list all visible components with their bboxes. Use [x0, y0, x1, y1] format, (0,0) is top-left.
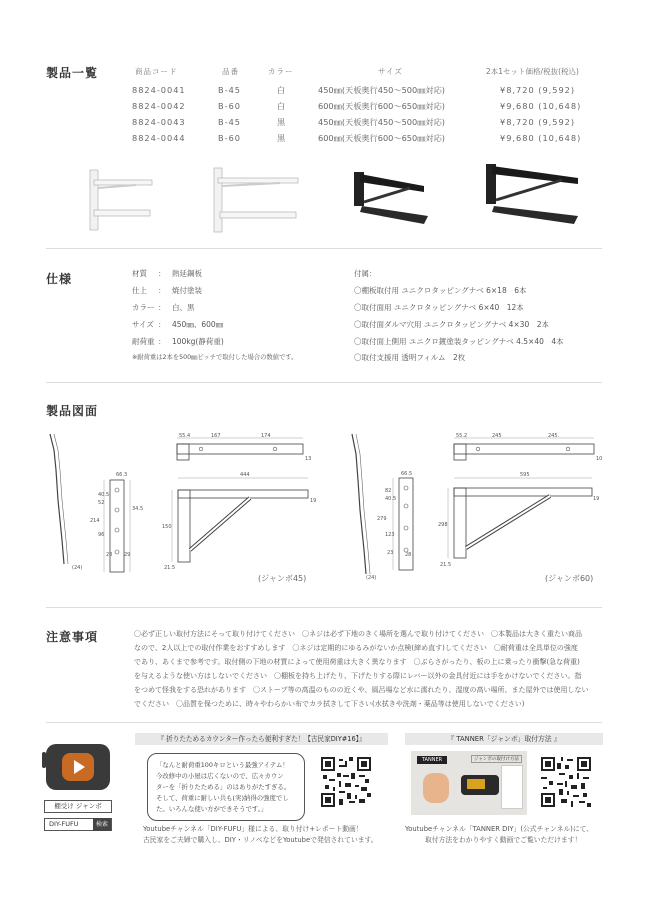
dim-label: 19 — [593, 496, 600, 502]
header-part: 品番 — [222, 67, 239, 76]
dim-label: 21.5 — [440, 562, 452, 568]
bubble-line: 今改修中の小屋は広くないので、広々カウン — [156, 772, 284, 780]
bubble-line: そして、荷重に耐しい共も(実)納得の強度でし — [156, 794, 289, 802]
row-size: 450㎜(天板奥行450〜500㎜対応) — [318, 85, 445, 95]
spec-colon: ： — [158, 320, 166, 329]
drawing-45-label: (ジャンボ45) — [258, 574, 307, 583]
dim-label: 595 — [520, 472, 530, 478]
row-code: 8824-0041 — [132, 85, 186, 95]
accessory-item: 〇棚板取付用 ユニクロタッピングナベ 6×18 6本 — [354, 286, 527, 295]
video-pin-icon — [42, 752, 46, 768]
dim-label: 298 — [438, 522, 448, 528]
accessory-item: 〇取付面ダルマ穴用 ユニクロタッピングナベ 4×30 2本 — [354, 320, 549, 329]
right-video-title: 『 TANNER「ジャンボ」取付方法 』 — [405, 733, 603, 745]
note-line: を与えるような使い方はしないでください 〇棚板を持ち上げたり、下げたりする際にレバー以外の金具付近には手をかけないでください。指 — [134, 672, 582, 680]
divider — [46, 248, 602, 249]
accessory-item: 〇取付面用 ユニクロタッピングナベ 6×40 12本 — [354, 303, 524, 312]
bubble-line: 「なんと耐荷重100キロという最強アイテム！ — [156, 761, 289, 769]
tanner-logo: TANNER — [421, 757, 443, 763]
row-color: 黒 — [277, 117, 287, 127]
search-channel-badge[interactable] — [44, 818, 112, 831]
spec-colon: ： — [158, 269, 166, 278]
spec-footnote: ※耐荷重は2本を500㎜ピッチで取付した場合の数値です。 — [132, 354, 298, 361]
left-video-panel — [135, 733, 388, 848]
left-video-title: 『 折りたためるカウンター作ったら便利すぎた！【古民家DIY#16】』 — [135, 733, 388, 745]
drawing-title: 製品図面 — [46, 404, 99, 418]
row-code: 8824-0042 — [132, 101, 186, 111]
row-code: 8824-0044 — [132, 133, 186, 143]
bracket-photo-black-60 — [482, 160, 582, 232]
tanner-subtitle: ジャンボの取付け方法 — [471, 755, 522, 763]
dim-label: (24) — [72, 565, 83, 571]
drawing-45-side — [46, 430, 83, 571]
product-list-title: 製品一覧 — [46, 66, 99, 80]
video-icon[interactable] — [46, 744, 110, 790]
dim-label: 123 — [385, 532, 395, 538]
dim-label: 52 — [98, 500, 105, 506]
dim-label: 174 — [261, 433, 271, 439]
drawing-45-bracket — [150, 470, 320, 570]
dim-label: 150 — [162, 524, 172, 530]
row-size: 600㎜(天板奥行600〜650㎜対応) — [318, 133, 445, 143]
tanner-logo-bar — [417, 756, 447, 764]
row-code: 8824-0043 — [132, 117, 186, 127]
accessory-item: 〇取付支援用 透明フィルム 2枚 — [354, 353, 466, 362]
row-price: ¥8,720 (9,592) — [500, 85, 576, 95]
dim-label: 245 — [492, 433, 502, 439]
drawing-60-label: (ジャンボ60) — [545, 574, 594, 583]
qr-code-right[interactable] — [541, 757, 591, 807]
bracket-photo-white-45 — [86, 166, 156, 236]
divider — [46, 722, 602, 723]
dim-label: 19 — [310, 498, 317, 504]
right-caption: 取付方法をわかりやすく動画でご覧いただけます！ — [425, 836, 582, 844]
qr-code-left[interactable] — [321, 757, 371, 807]
drawing-60-bracket — [430, 470, 602, 570]
header-size: サイズ — [378, 67, 403, 76]
note-line: 〇必ず正しい取付方法にそって取り付けてください 〇ネジは必ず下地のきく場所を選んで取り付けてください 〇本製品は大きく重たい商品 — [134, 630, 582, 638]
dim-label: 28 — [405, 552, 412, 558]
spec-value: 白、黒 — [172, 303, 195, 312]
row-price: ¥9,680 (10,648) — [500, 133, 582, 143]
dim-label: 29 — [124, 552, 131, 558]
divider — [46, 607, 602, 608]
spec-value: 450㎜、600㎜ — [172, 320, 224, 329]
row-color: 黒 — [277, 133, 287, 143]
play-triangle-icon — [74, 760, 85, 774]
dim-label: (24) — [366, 575, 377, 581]
row-price: ¥9,680 (10,648) — [500, 101, 582, 111]
notes-title: 注意事項 — [46, 630, 99, 644]
channel-name: DIY-FUFU — [49, 820, 79, 828]
dim-label: 66.3 — [116, 472, 128, 478]
left-caption: 古民家をご夫婦で購入し、DIY・リノベなどをYoutubeで発信されています。 — [143, 836, 378, 844]
spec-key: 仕上 — [132, 286, 147, 295]
spec-value: 100kg(静荷重) — [172, 337, 224, 346]
search-tag[interactable]: 検索 — [93, 818, 111, 831]
dim-label: 55.4 — [179, 433, 191, 439]
dim-label: 40.5 — [98, 492, 110, 498]
bubble-line: た。いろんな使い方ができそうです。」 — [156, 805, 268, 813]
dim-label: 444 — [240, 472, 250, 478]
dim-label: 21.5 — [164, 565, 176, 571]
dim-label: 23 — [387, 550, 394, 556]
right-caption: Youtubeチャンネル「TANNER DIY」(公式チャンネル)にて、 — [405, 825, 594, 833]
dim-label: 10 — [596, 456, 603, 462]
note-line: をつめて怪我をする恐れがあります 〇ストーブ等の高温のものの近くや、風呂場など水に濡れたり、湿度の高い場所、また屋外では使用しない — [134, 686, 589, 694]
spec-key: 材質 — [132, 269, 147, 278]
dim-label: 214 — [90, 518, 100, 524]
dim-label: 40.5 — [385, 496, 397, 502]
bubble-line: ターを「折りたためる」のはありがたすぎる。 — [156, 783, 291, 791]
spec-key: カラー — [132, 303, 155, 312]
drawing-60-front — [375, 470, 435, 580]
spec-colon: ： — [158, 337, 166, 346]
divider — [46, 382, 602, 383]
spec-key: 耐荷重 — [132, 337, 155, 346]
accessory-title: 付属： — [354, 269, 377, 278]
dim-label: 245. — [548, 433, 560, 439]
dim-label: 82 — [385, 488, 392, 494]
accessory-item: 〇取付面上側用 ユニクロ鍍塗装タッピングナベ 4.5×40 4本 — [354, 337, 564, 346]
drawing-45-front — [90, 470, 150, 580]
row-part: B-60 — [218, 101, 241, 111]
spec-key: サイズ — [132, 320, 154, 329]
dim-label: 96 — [98, 532, 105, 538]
spec-value: 焼付塗装 — [172, 286, 202, 295]
dim-label: 55.2 — [456, 433, 468, 439]
header-color: カラー — [268, 67, 294, 76]
bracket-photo-white-60 — [210, 164, 300, 238]
note-line: であり、あくまで参考です。取付側の下地の材質によって使用荷重は大きく異なります 〇ぶらさがったり、板の上に乗ったり衝撃(急な荷重) — [134, 658, 580, 666]
dim-label: 66.5 — [401, 471, 413, 477]
row-color: 白 — [277, 101, 287, 111]
dim-label: 279 — [377, 516, 387, 522]
drawing-60-side — [348, 430, 378, 580]
dim-label: 167 — [211, 433, 221, 439]
row-size: 450㎜(天板奥行450〜500㎜対応) — [318, 117, 445, 127]
right-video-panel — [405, 733, 603, 848]
dim-label: 34.5 — [132, 506, 144, 512]
comment-bubble — [147, 753, 305, 821]
wall-board — [501, 765, 523, 809]
dim-label: 13 — [305, 456, 312, 462]
spec-colon: ： — [158, 303, 166, 312]
tanner-video-thumbnail[interactable] — [411, 751, 527, 815]
row-price: ¥8,720 (9,592) — [500, 117, 576, 127]
header-code: 商品コード — [135, 67, 178, 76]
note-line: なので、2人以上での取付作業をおすすめします 〇ネジは定期的にゆるみがないか点検(締め直す)してください 〇耐荷重は全具単位の強度 — [134, 644, 578, 652]
row-part: B-60 — [218, 133, 241, 143]
spec-title: 仕様 — [46, 272, 73, 286]
drill-accent — [467, 779, 485, 789]
bracket-photo-black-45 — [350, 166, 430, 230]
row-part: B-45 — [218, 85, 241, 95]
row-size: 600㎜(天板奥行600〜650㎜対応) — [318, 101, 445, 111]
dim-label: 28 — [106, 552, 113, 558]
spec-value: 熱延鋼板 — [172, 269, 202, 278]
note-line: でください 〇品質を保つために、時々やわらかい布でカラ拭きして下さい(水拭きや洗剤・薬品等は使用しないでください) — [134, 700, 525, 708]
hand-image — [423, 773, 449, 803]
row-color: 白 — [277, 85, 287, 95]
row-part: B-45 — [218, 117, 241, 127]
spec-colon: ： — [158, 286, 166, 295]
left-caption: Youtubeチャンネル「DIY-FUFU」様による、取り付け+レポート動画！ — [143, 825, 363, 833]
header-price: 2本1セット価格/税抜(税込) — [486, 67, 579, 76]
search-keyword-badge[interactable]: 棚受け ジャンボ — [44, 800, 112, 813]
